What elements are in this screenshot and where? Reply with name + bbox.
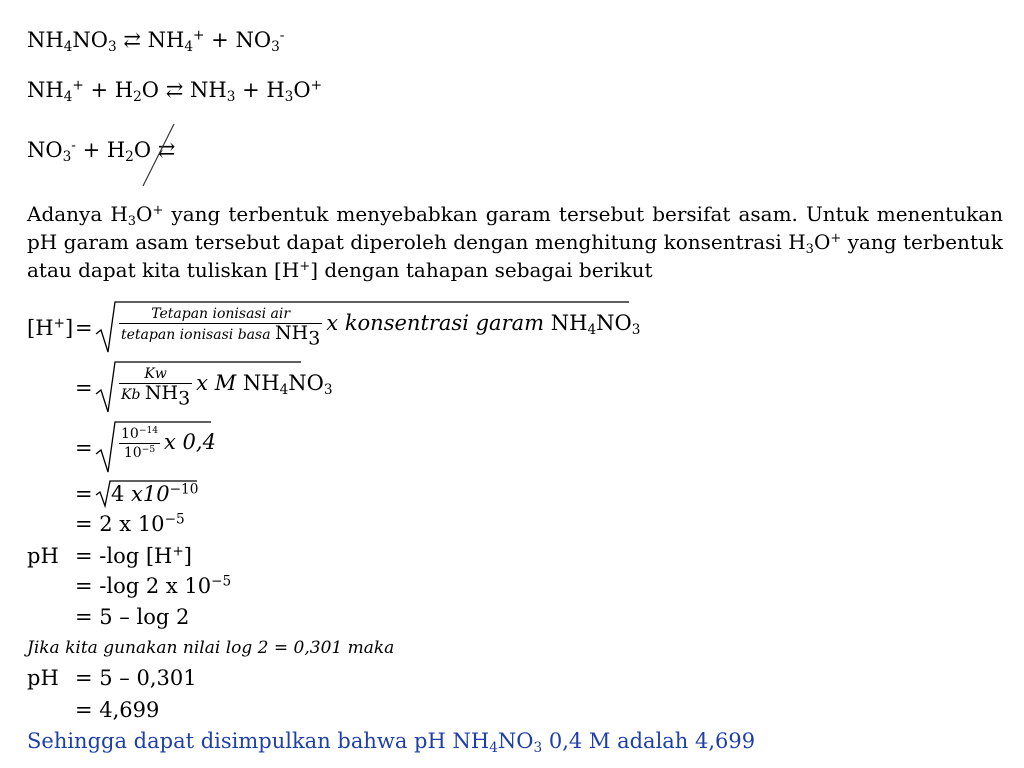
strike-through-line-icon bbox=[141, 122, 177, 188]
sqrt-expression: $\frac{Kw}{Kb NH_3}$ x M $NH_4NO_3$ bbox=[95, 360, 333, 404]
sqrt-sign-icon bbox=[95, 300, 631, 354]
ph-label: pH bbox=[27, 544, 59, 568]
ph-label-2: pH bbox=[27, 666, 59, 690]
explanation-paragraph: Adanya $H_3O^+$ yang terbentuk menyebabkan garam tersebut bersifat asam. Untuk menentukan pH garam asam tersebut dapat diperoleh dengan menghitung konsentrasi $H_3O^+$ yang terbentuk atau dapat kita tuliskan [H+] dengan tahapan sebagai berikut bbox=[27, 202, 1004, 282]
calc-step-5: = 2 x $10^{-5}$ bbox=[75, 511, 185, 536]
equation-dissociation: $NH_4NO_3$ ⇄ $NH_4^+ + NO_3^-$ bbox=[27, 27, 285, 56]
sqrt-sign-icon bbox=[95, 480, 199, 508]
equilibrium-arrow-icon: ⇄ bbox=[165, 78, 184, 102]
sqrt-sign-icon bbox=[95, 360, 303, 414]
sqrt-sign-icon bbox=[95, 420, 213, 474]
h-concentration-label: [H+] bbox=[27, 315, 74, 340]
ph-step-1: = -log [H+] bbox=[75, 543, 192, 568]
conclusion-text: Sehingga dapat disimpulkan bahwa pH $NH_4NO_3$ 0,4 M adalah 4,699 bbox=[27, 729, 756, 757]
sqrt-expression: 4 $x10^{-10}$ bbox=[95, 480, 198, 505]
ph-step-3: = 5 – log 2 bbox=[75, 605, 190, 629]
ph-step-4: = 5 – 0,301 bbox=[75, 666, 197, 690]
sqrt-expression: $\frac{\text{Tetapan ionisasi air}}{tetapan ionisasi basa NH_3}$ x konsentrasi garam $NH_4NO_3$ bbox=[95, 300, 640, 344]
equilibrium-arrow-icon: ⇄ bbox=[123, 28, 141, 52]
log-note: Jika kita gunakan nilai log 2 = 0,301 maka bbox=[27, 638, 395, 658]
equation-ammonium-hydrolysis: $NH_4^+ + H_2O$ ⇄ $NH_3 + H_3O^+$ bbox=[27, 77, 323, 106]
equilibrium-arrow-icon: ⇄ bbox=[157, 138, 176, 162]
sqrt-expression: $\frac{10^{-14}}{10^{-5}}$ x 0,4 bbox=[95, 420, 216, 462]
equation-nitrate-no-hydrolysis: $NO_3^- + H_2O$ ⇄ bbox=[27, 137, 176, 166]
ph-step-2: = -log 2 x $10^{-5}$ bbox=[75, 573, 232, 598]
ph-step-5: = 4,699 bbox=[75, 698, 160, 722]
